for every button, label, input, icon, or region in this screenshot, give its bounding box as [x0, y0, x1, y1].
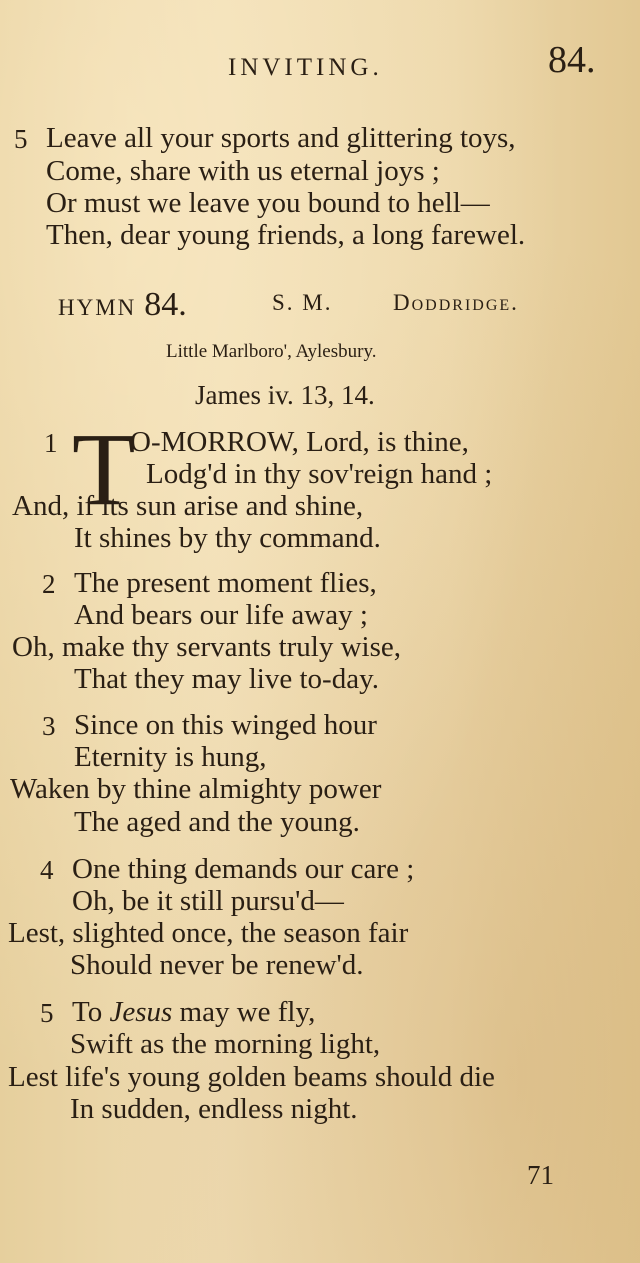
verse-line: Lest life's young golden beams should die	[8, 1061, 495, 1093]
verse-text: To	[72, 996, 110, 1028]
verse-number: 4	[40, 855, 54, 885]
verse-line: Should never be renew'd.	[70, 949, 364, 981]
verse-number: 1	[44, 428, 58, 458]
verse-line: Oh, be it still pursu'd—	[72, 885, 344, 917]
prev-verse-number: 5	[14, 124, 28, 154]
hymn-meter: S. M.	[272, 290, 333, 315]
verse-line: It shines by thy command.	[74, 522, 381, 554]
hymn-number: 84.	[144, 286, 187, 323]
prev-verse-line: Then, dear young friends, a long farewel.	[46, 219, 526, 251]
verse-line: Eternity is hung,	[74, 741, 267, 773]
verse-line: One thing demands our care ;	[72, 853, 415, 885]
verse-number: 3	[42, 711, 56, 741]
verse-line: In sudden, endless night.	[70, 1093, 358, 1125]
verse-line: Swift as the morning light,	[70, 1028, 381, 1060]
tune-names: Little Marlboro', Aylesbury.	[166, 341, 377, 362]
italic-name: Jesus	[109, 996, 173, 1028]
verse-line	[72, 996, 315, 1028]
hymn-label: HYMN	[58, 295, 137, 320]
verse-line: Lest, slighted once, the season fair	[8, 917, 409, 949]
drop-cap: T	[72, 412, 136, 527]
verse-line: And bears our life away ;	[74, 599, 368, 631]
verse-line: The present moment flies,	[74, 567, 377, 599]
verse-line: Oh, make thy servants truly wise,	[12, 631, 402, 663]
verse-line: That they may live to-day.	[74, 663, 379, 695]
verse-line: And, if its sun arise and shine,	[12, 490, 364, 522]
verse-line: The aged and the young.	[74, 806, 360, 838]
prev-verse-line: Or must we leave you bound to hell—	[46, 187, 490, 219]
running-header-title: INVITING.	[228, 54, 383, 81]
hymn-heading	[58, 286, 187, 324]
page-number: 71	[527, 1160, 554, 1190]
prev-verse-line: Come, share with us eternal joys ;	[46, 155, 440, 187]
verse-line: O-MORROW, Lord, is thine,	[130, 426, 469, 458]
verse-line: Lodg'd in thy sov'reign hand ;	[146, 458, 493, 490]
verse-line: Waken by thine almighty power	[10, 773, 382, 805]
verse-number: 5	[40, 998, 54, 1028]
scripture-reference: James iv. 13, 14.	[195, 380, 375, 410]
verse-number: 2	[42, 569, 56, 599]
hymn-number-marker: 84.	[548, 39, 596, 81]
verse-text: may we fly,	[172, 996, 316, 1028]
prev-verse-line: Leave all your sports and glittering toys,	[46, 122, 516, 154]
verse-line: Since on this winged hour	[74, 709, 377, 741]
hymn-author: Doddridge.	[393, 290, 519, 315]
